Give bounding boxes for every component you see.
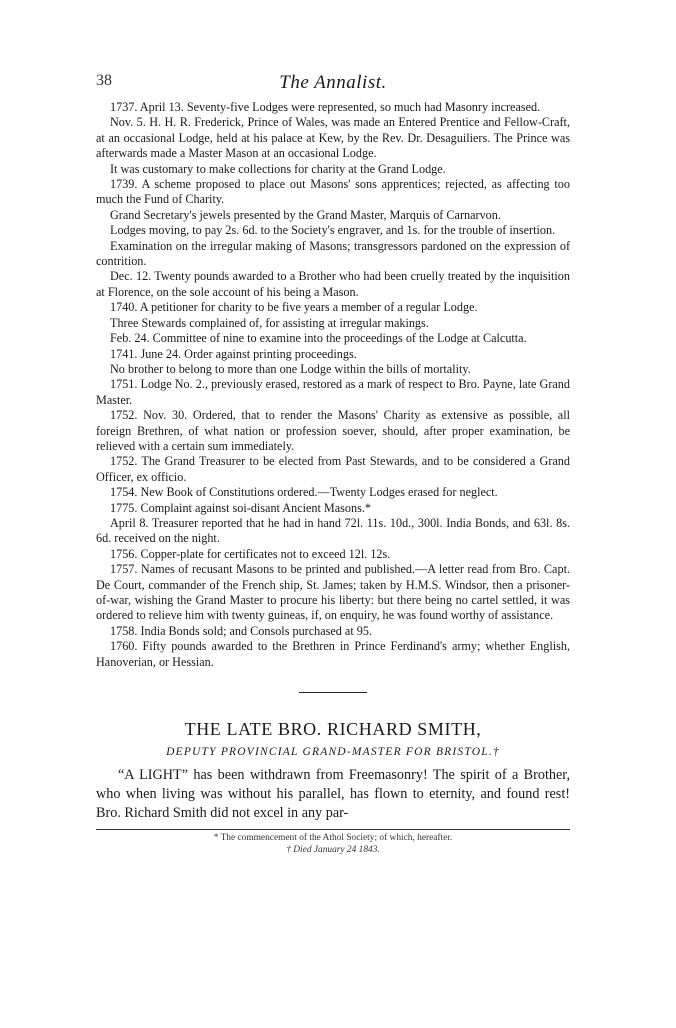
entry-april-8: April 8. Treasurer reported that he had in hand 72l. 11s. 10d., 300l. India Bonds, and 63l. 8s. 6d. received on the night. xyxy=(96,515,570,546)
entry-1758: 1758. India Bonds sold; and Consols purchased at 95. xyxy=(110,623,373,638)
running-title: The Annalist. xyxy=(279,72,387,93)
section-title: THE LATE BRO. RICHARD SMITH, xyxy=(184,719,482,740)
entry-1754: 1754. New Book of Constitutions ordered.—Twenty Lodges erased for neglect. xyxy=(110,485,498,500)
entry-charity-collections: It was customary to make collections for charity at the Grand Lodge. xyxy=(110,161,446,176)
footnote-died: † Died January 24 1843. xyxy=(286,845,380,856)
page-header xyxy=(96,72,570,98)
entry-1775: 1775. Complaint against soi-disant Ancient Masons.* xyxy=(110,500,371,515)
entry-dec-12: Dec. 12. Twenty pounds awarded to a Brother who had been cruelly treated by the inquisition at Florence, on the sole account of his being a Mason. xyxy=(96,269,570,299)
entry-three-stewards: Three Stewards complained of, for assisting at irregular makings. xyxy=(110,315,429,330)
entry-1739: 1739. A scheme proposed to place out Masons' sons apprentices; rejected, as affecting too much the Fund of Charity. xyxy=(96,177,570,207)
entry-1751: 1751. Lodge No. 2., previously erased, restored as a mark of respect to Bro. Payne, late Grand Master. xyxy=(96,377,570,407)
section-body: “A LIGHT” has been withdrawn from Freemasonry! The spirit of a Brother, who when living was without his parallel, has flown to eternity, and found rest! Bro. Richard Smith did not excel in any par- xyxy=(96,767,570,822)
entry-jewels: Grand Secretary's jewels presented by the Grand Master, Marquis of Carnarvon. xyxy=(110,207,501,222)
entry-1737-april: 1737. April 13. Seventy-five Lodges were represented, so much had Masonry increased. xyxy=(110,100,541,114)
annals-entries xyxy=(96,100,570,670)
entry-1741: 1741. June 24. Order against printing proceedings. xyxy=(110,346,357,361)
entry-1760: 1760. Fifty pounds awarded to the Brethren in Prince Ferdinand's army; whether English, Hanoverian, or Hessian. xyxy=(96,639,570,669)
entry-1740: 1740. A petitioner for charity to be five years a member of a regular Lodge. xyxy=(110,300,478,315)
entry-feb-24: Feb. 24. Committee of nine to examine into the proceedings of the Lodge at Calcutta. xyxy=(110,331,527,346)
entry-1756: 1756. Copper-plate for certificates not to exceed 12l. 12s. xyxy=(110,546,391,561)
entry-examination: Examination on the irregular making of Masons; transgressors pardoned on the expression of contrition. xyxy=(96,238,570,269)
section-divider xyxy=(299,692,367,693)
entry-lodges-moving: Lodges moving, to pay 2s. 6d. to the Society's engraver, and 1s. for the trouble of insertion. xyxy=(110,223,556,238)
entry-no-brother: No brother to belong to more than one Lodge within the bills of mortality. xyxy=(110,361,471,376)
entry-1752-nov: 1752. Nov. 30. Ordered, that to render the Masons' Charity as extensive as possible, all foreign Brethren, of what nation or profession soever, should, after proper examination, be relieved with a certain sum immediately. xyxy=(96,408,570,453)
section-subtitle: DEPUTY PROVINCIAL GRAND-MASTER FOR BRISTOL.† xyxy=(166,746,500,759)
entry-1757: 1757. Names of recusant Masons to be printed and published.—A letter read from Bro. Capt. De Court, commander of the French ship, St. James; taken by H.M.S. Windsor, then a prisoner-of-war, wishing the Grand Master to procure his liberty: but there being no cartel settled, it was ordered to relieve him with twenty guineas, if, on enquiry, he was found worthy of assistance. xyxy=(96,562,570,623)
entry-nov-5: Nov. 5. H. H. R. Frederick, Prince of Wales, was made an Entered Prentice and Fellow-Craft, at an occasional Lodge, held at his palace at Kew, by the Rev. Dr. Desaguiliers. The Prince was afterwards made a Master Mason at an occasional Lodge. xyxy=(96,115,570,161)
page xyxy=(96,72,570,856)
entry-1752-treasurer: 1752. The Grand Treasurer to be elected from Past Stewards, and to be considered a Grand Officer, ex officio. xyxy=(96,454,570,484)
page-number: 38 xyxy=(96,72,112,89)
footnote-athol: * The commencement of the Athol Society; of which, hereafter. xyxy=(213,833,453,844)
footnote-divider xyxy=(96,829,570,830)
